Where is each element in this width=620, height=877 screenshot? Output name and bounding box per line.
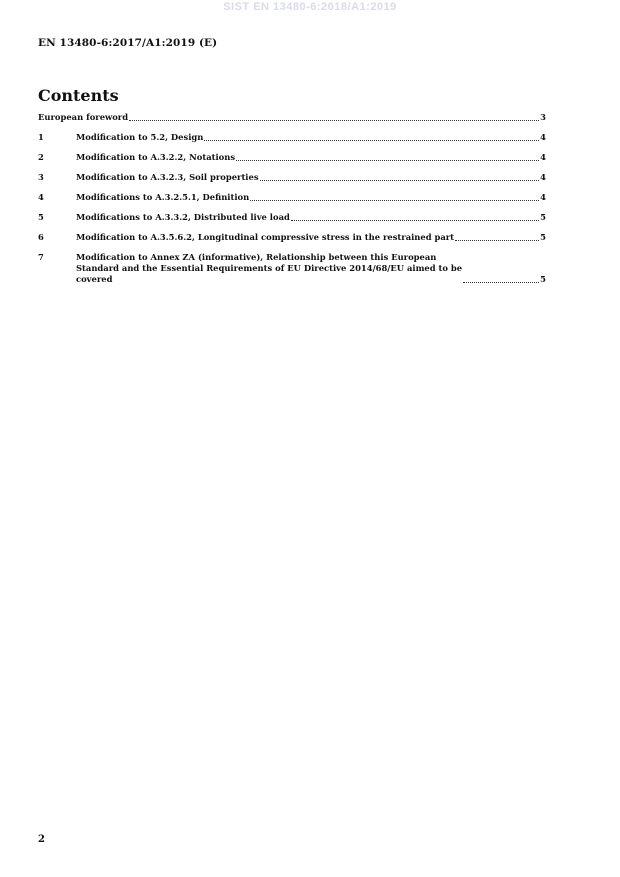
toc-entry-text: Modification to A.3.2.2, Notations <box>76 152 236 162</box>
watermark: SIST EN 13480-6:2018/A1:2019 <box>223 1 397 13</box>
toc-leader-dots <box>129 120 539 121</box>
toc-entry-number: 3 <box>38 172 44 182</box>
toc-entry-text: Modification to Annex ZA (informative), Relationship between this European Standard and the Essential Requirements of EU Directive 2014/68/EU aimed to be covered <box>76 252 463 284</box>
toc-entry-text: European foreword <box>38 112 129 122</box>
toc-entry-foreword[interactable] <box>38 112 546 123</box>
contents-title: Contents <box>38 86 119 105</box>
toc-entry-number: 1 <box>38 132 44 142</box>
toc-entry-text: Modifications to A.3.3.2, Distributed live load <box>76 212 290 222</box>
toc-entry-number: 5 <box>38 212 44 222</box>
toc-entry-text: Modifications to A.3.2.5.1, Definition <box>76 192 250 202</box>
document-id-header: EN 13480-6:2017/A1:2019 (E) <box>38 37 218 49</box>
toc-entry-2[interactable] <box>38 152 546 163</box>
toc-entry-1[interactable] <box>38 132 546 143</box>
toc-leader-dots <box>260 180 540 181</box>
toc-entry-text: Modification to 5.2, Design <box>76 132 204 142</box>
toc-entry-number: 6 <box>38 232 44 242</box>
toc-leader-dots <box>204 140 539 141</box>
toc-entry-text: Modification to A.3.5.6.2, Longitudinal compressive stress in the restrained part <box>76 232 455 242</box>
table-of-contents <box>38 112 546 285</box>
toc-entry-page: 5 <box>540 274 546 284</box>
toc-leader-dots <box>463 282 539 283</box>
page-number: 2 <box>38 834 45 845</box>
toc-entry-number: 4 <box>38 192 44 202</box>
toc-entry-6[interactable] <box>38 232 546 243</box>
toc-entry-page: 3 <box>540 112 546 122</box>
toc-leader-dots <box>250 200 539 201</box>
toc-entry-page: 5 <box>540 212 546 222</box>
toc-entry-3[interactable] <box>38 172 546 183</box>
toc-entry-5[interactable] <box>38 212 546 223</box>
toc-entry-number: 7 <box>38 252 44 262</box>
toc-entry-page: 4 <box>540 172 546 182</box>
toc-entry-page: 4 <box>540 192 546 202</box>
toc-entry-page: 4 <box>540 132 546 142</box>
toc-leader-dots <box>291 220 539 221</box>
toc-entry-number: 2 <box>38 152 44 162</box>
toc-entry-4[interactable] <box>38 192 546 203</box>
toc-entry-7[interactable] <box>38 252 546 285</box>
toc-leader-dots <box>236 160 539 161</box>
toc-entry-page: 5 <box>540 232 546 242</box>
toc-entry-text: Modification to A.3.2.3, Soil properties <box>76 172 259 182</box>
toc-entry-page: 4 <box>540 152 546 162</box>
toc-leader-dots <box>455 240 539 241</box>
